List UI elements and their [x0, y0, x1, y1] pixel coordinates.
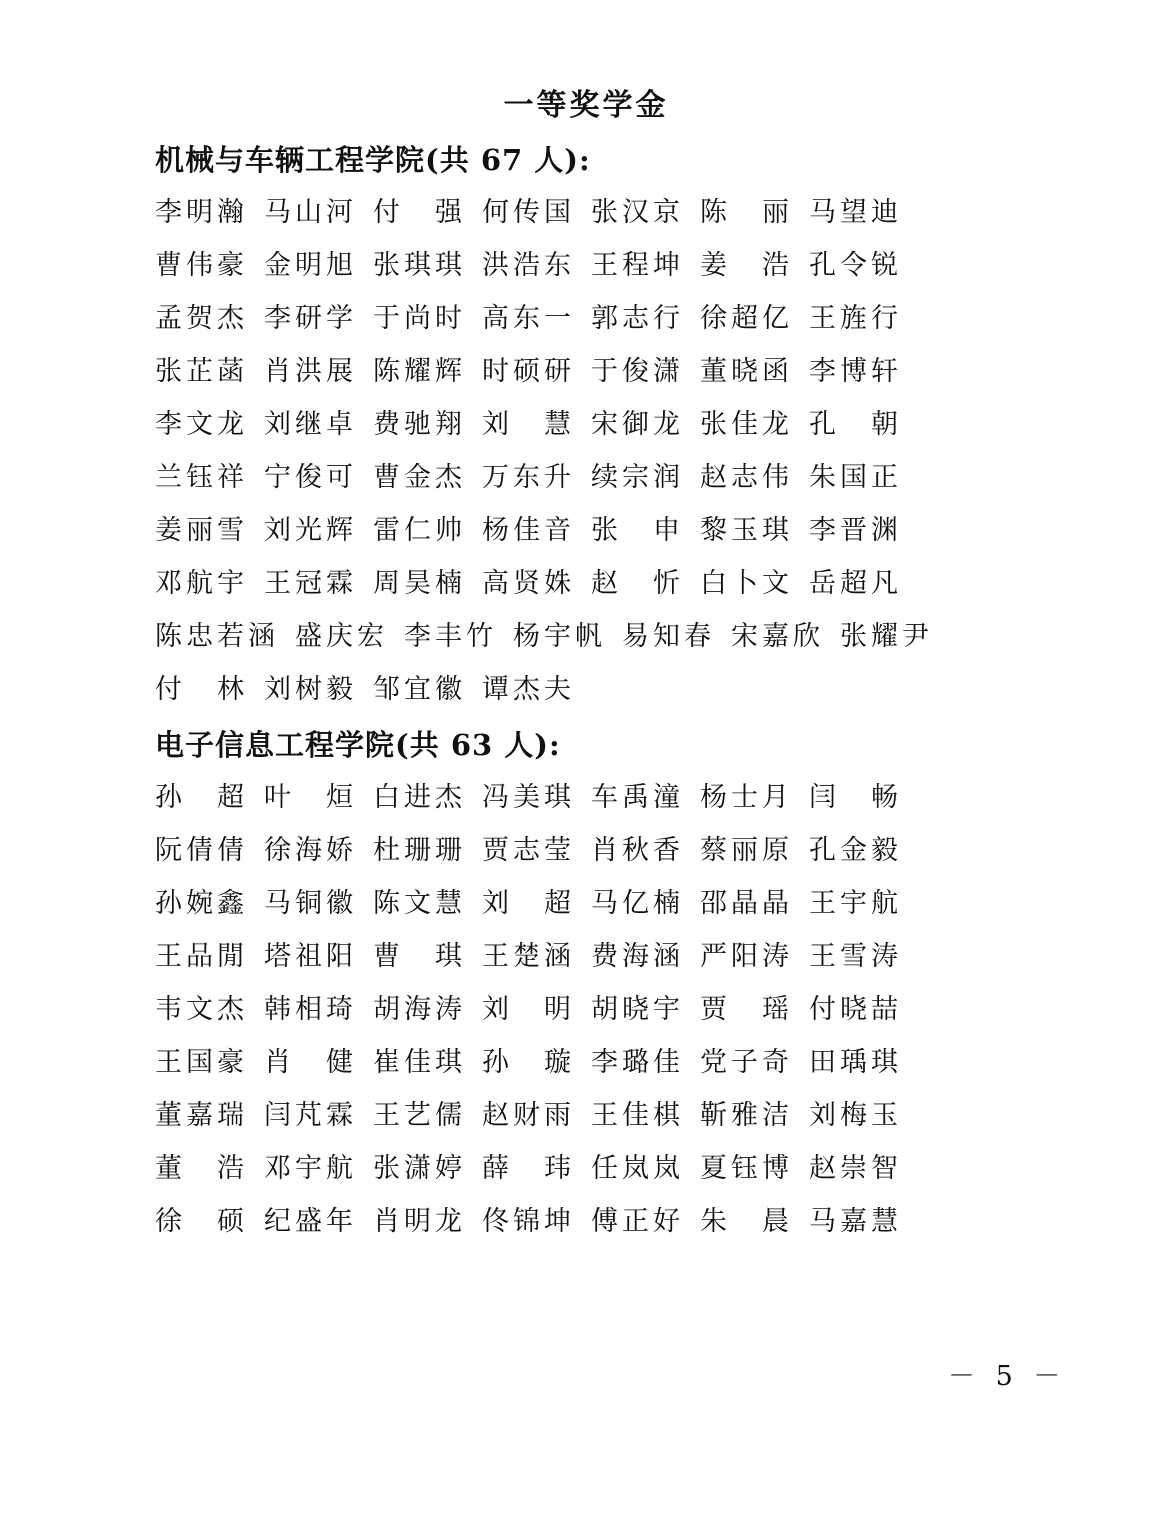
name-row [155, 877, 955, 930]
student-name: 严阳涛 [700, 941, 793, 972]
student-name: 岳超凡 [809, 568, 902, 599]
student-name: 盛庆宏 [295, 621, 388, 652]
student-name: 杨宇帆 [513, 621, 606, 652]
name-row [155, 1195, 955, 1248]
student-name: 陈 丽 [700, 197, 793, 228]
student-name: 崔佳琪 [373, 1047, 466, 1078]
student-name: 于俊潇 [591, 356, 684, 387]
student-name: 何传国 [482, 197, 575, 228]
student-name: 金明旭 [264, 250, 357, 281]
name-row [155, 451, 955, 504]
name-row [155, 930, 955, 983]
student-name: 朱国正 [809, 462, 902, 493]
student-name: 王雪涛 [809, 941, 902, 972]
student-name: 王艺儒 [373, 1100, 466, 1131]
student-name: 佟锦坤 [482, 1206, 575, 1237]
name-row [155, 398, 955, 451]
student-name: 易知春 [622, 621, 715, 652]
student-name: 党子奇 [700, 1047, 793, 1078]
student-name: 陈忠若涵 [155, 621, 279, 652]
student-name: 马嘉慧 [809, 1206, 902, 1237]
student-name: 兰钰祥 [155, 462, 248, 493]
student-name: 贾 瑶 [700, 994, 793, 1025]
student-name: 董嘉瑞 [155, 1100, 248, 1131]
student-name: 徐超亿 [700, 303, 793, 334]
student-name: 靳雅洁 [700, 1100, 793, 1131]
student-name: 阮倩倩 [155, 835, 248, 866]
name-row [155, 1142, 955, 1195]
section-heading-mechanical: 机械与车辆工程学院(共 67 人): [155, 143, 591, 177]
student-name: 邹宜徽 [373, 674, 466, 705]
student-name: 续宗润 [591, 462, 684, 493]
student-name: 朱 晨 [700, 1206, 793, 1237]
student-name: 曹 琪 [373, 941, 466, 972]
student-name: 胡海涛 [373, 994, 466, 1025]
student-name: 黎玉琪 [700, 515, 793, 546]
student-name: 孙 璇 [482, 1047, 575, 1078]
name-row [155, 1089, 955, 1142]
student-name: 王冠霖 [264, 568, 357, 599]
student-name: 于尚时 [373, 303, 466, 334]
student-name: 张耀尹 [840, 621, 933, 652]
student-name: 夏钰博 [700, 1153, 793, 1184]
student-name: 王品閒 [155, 941, 248, 972]
student-name: 李博轩 [809, 356, 902, 387]
student-name: 董晓函 [700, 356, 793, 387]
student-name: 郭志行 [591, 303, 684, 334]
student-name: 刘继卓 [264, 409, 357, 440]
student-name: 曹金杰 [373, 462, 466, 493]
student-name: 傅正好 [591, 1206, 684, 1237]
student-name: 刘梅玉 [809, 1100, 902, 1131]
student-name: 赵 忻 [591, 568, 684, 599]
student-name: 杜珊珊 [373, 835, 466, 866]
student-name: 万东升 [482, 462, 575, 493]
student-name: 付 林 [155, 674, 248, 705]
page-number: － 5 － [948, 1361, 1067, 1392]
student-name: 马望迪 [809, 197, 902, 228]
student-name: 宋御龙 [591, 409, 684, 440]
student-name: 张琪琪 [373, 250, 466, 281]
name-row [155, 771, 955, 824]
name-row [155, 292, 955, 345]
student-name: 王楚涵 [482, 941, 575, 972]
name-row [155, 610, 955, 663]
student-name: 刘树毅 [264, 674, 357, 705]
student-name: 杨士月 [700, 782, 793, 813]
student-name: 宁俊可 [264, 462, 357, 493]
student-name: 付 强 [373, 197, 466, 228]
student-name: 任岚岚 [591, 1153, 684, 1184]
student-name: 马亿楠 [591, 888, 684, 919]
student-name: 徐 硕 [155, 1206, 248, 1237]
student-name: 张佳龙 [700, 409, 793, 440]
student-name: 王佳棋 [591, 1100, 684, 1131]
student-name: 曹伟豪 [155, 250, 248, 281]
name-row [155, 557, 955, 610]
student-name: 韦文杰 [155, 994, 248, 1025]
student-name: 张芷菡 [155, 356, 248, 387]
student-name: 白卜文 [700, 568, 793, 599]
student-name: 张汉京 [591, 197, 684, 228]
name-row [155, 504, 955, 557]
student-name: 邓航宇 [155, 568, 248, 599]
student-name: 陈文慧 [373, 888, 466, 919]
student-name: 李丰竹 [404, 621, 497, 652]
student-name: 肖秋香 [591, 835, 684, 866]
name-row [155, 186, 955, 239]
student-name: 田瑀琪 [809, 1047, 902, 1078]
student-name: 邓宇航 [264, 1153, 357, 1184]
student-name: 陈耀辉 [373, 356, 466, 387]
student-name: 孔 朝 [809, 409, 902, 440]
student-name: 费海涵 [591, 941, 684, 972]
student-name: 王程坤 [591, 250, 684, 281]
student-name: 孟贺杰 [155, 303, 248, 334]
student-name: 徐海娇 [264, 835, 357, 866]
name-row [155, 663, 955, 716]
student-name: 韩相琦 [264, 994, 357, 1025]
student-name: 赵志伟 [700, 462, 793, 493]
student-name: 马铜徽 [264, 888, 357, 919]
student-name: 李文龙 [155, 409, 248, 440]
student-name: 高贤姝 [482, 568, 575, 599]
student-name: 时硕研 [482, 356, 575, 387]
student-name: 费驰翔 [373, 409, 466, 440]
student-name: 车禹潼 [591, 782, 684, 813]
name-row [155, 345, 955, 398]
student-name: 马山河 [264, 197, 357, 228]
student-name: 闫芃霖 [264, 1100, 357, 1131]
name-row [155, 824, 955, 877]
student-name: 蔡丽原 [700, 835, 793, 866]
student-name: 宋嘉欣 [731, 621, 824, 652]
student-name: 杨佳音 [482, 515, 575, 546]
student-name: 孔金毅 [809, 835, 902, 866]
student-name: 李明瀚 [155, 197, 248, 228]
student-name: 闫 畅 [809, 782, 902, 813]
name-row [155, 239, 955, 292]
student-name: 刘 明 [482, 994, 575, 1025]
student-name: 孙 超 [155, 782, 248, 813]
student-name: 洪浩东 [482, 250, 575, 281]
student-name: 姜 浩 [700, 250, 793, 281]
name-row [155, 1036, 955, 1089]
student-name: 王旌行 [809, 303, 902, 334]
student-name: 孔令锐 [809, 250, 902, 281]
student-name: 孙婉鑫 [155, 888, 248, 919]
student-name: 冯美琪 [482, 782, 575, 813]
student-name: 姜丽雪 [155, 515, 248, 546]
name-row [155, 983, 955, 1036]
student-name: 周昊楠 [373, 568, 466, 599]
student-name: 胡晓宇 [591, 994, 684, 1025]
student-name: 雷仁帅 [373, 515, 466, 546]
student-name: 贾志莹 [482, 835, 575, 866]
student-name: 刘光辉 [264, 515, 357, 546]
student-name: 刘 慧 [482, 409, 575, 440]
student-name: 赵崇智 [809, 1153, 902, 1184]
student-name: 肖洪展 [264, 356, 357, 387]
student-name: 邵晶晶 [700, 888, 793, 919]
student-name: 薛 玮 [482, 1153, 575, 1184]
student-name: 纪盛年 [264, 1206, 357, 1237]
student-name: 叶 烜 [264, 782, 357, 813]
student-name: 张潇婷 [373, 1153, 466, 1184]
student-name: 付晓喆 [809, 994, 902, 1025]
student-name: 肖 健 [264, 1047, 357, 1078]
student-name: 王宇航 [809, 888, 902, 919]
names-grid-electronic [155, 771, 955, 1248]
section-heading-electronic: 电子信息工程学院(共 63 人): [155, 728, 561, 762]
student-name: 塔祖阳 [264, 941, 357, 972]
student-name: 白进杰 [373, 782, 466, 813]
student-name: 董 浩 [155, 1153, 248, 1184]
student-name: 刘 超 [482, 888, 575, 919]
student-name: 张 申 [591, 515, 684, 546]
document-title: 一等奖学金 [503, 88, 669, 123]
names-grid-mechanical [155, 186, 955, 716]
student-name: 肖明龙 [373, 1206, 466, 1237]
student-name: 王国豪 [155, 1047, 248, 1078]
student-name: 谭杰夫 [482, 674, 575, 705]
student-name: 李璐佳 [591, 1047, 684, 1078]
student-name: 高东一 [482, 303, 575, 334]
student-name: 赵财雨 [482, 1100, 575, 1131]
student-name: 李研学 [264, 303, 357, 334]
student-name: 李晋渊 [809, 515, 902, 546]
